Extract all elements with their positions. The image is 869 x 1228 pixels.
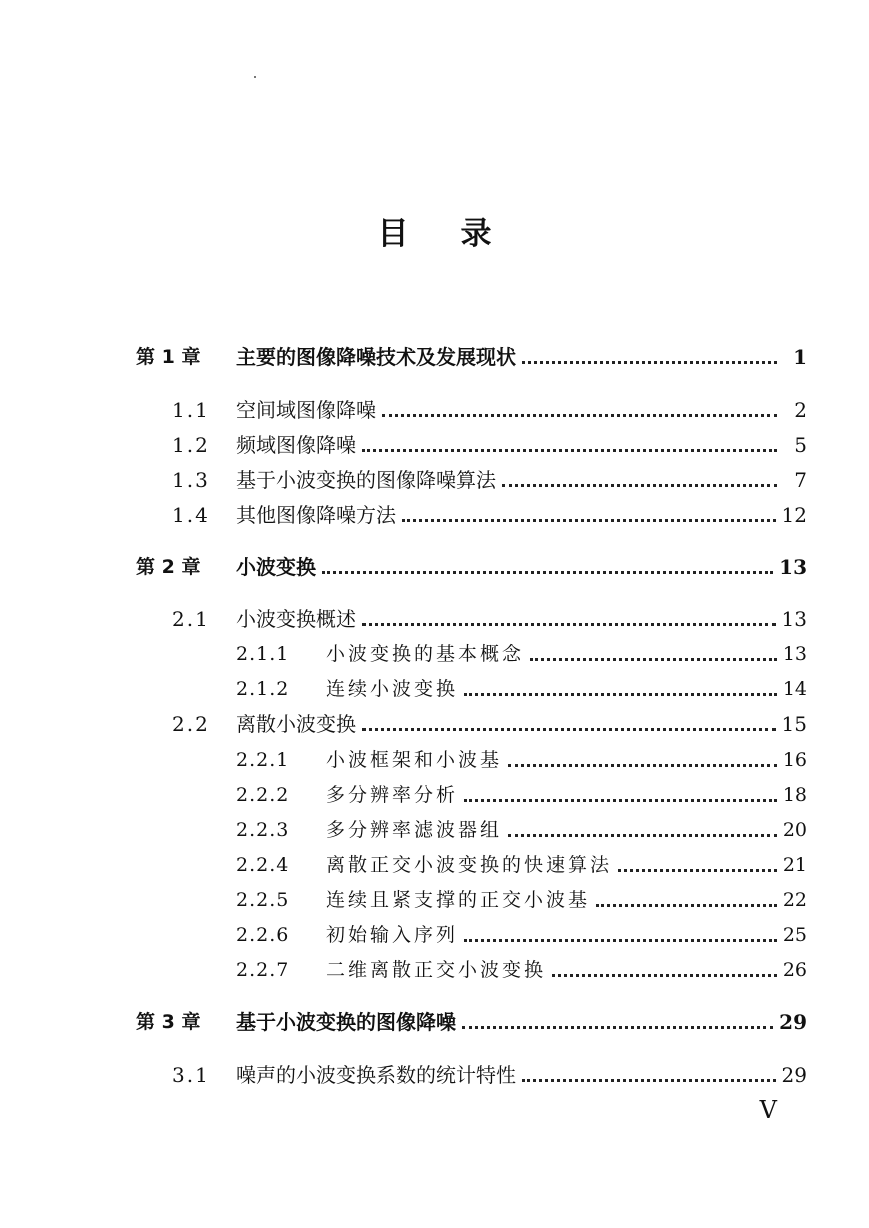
toc-label: 频域图像降噪 bbox=[236, 433, 356, 457]
toc-section-entry bbox=[172, 498, 807, 528]
toc-chapter-entry bbox=[136, 1005, 807, 1035]
toc-subsection-entry bbox=[236, 778, 807, 808]
toc-page-number: 2 bbox=[794, 398, 807, 422]
toc-label: 连续小波变换 bbox=[326, 678, 459, 700]
toc-number: 2.1 bbox=[172, 607, 210, 631]
dot-leader bbox=[552, 974, 777, 977]
dot-leader bbox=[362, 728, 776, 731]
dot-leader bbox=[522, 1079, 776, 1082]
toc-label: 小波变换 bbox=[236, 555, 316, 579]
toc-subsection-entry bbox=[236, 813, 807, 843]
page-folio: V bbox=[759, 1096, 777, 1124]
toc-number: 3.1 bbox=[172, 1063, 210, 1087]
dot-leader bbox=[362, 449, 777, 452]
toc-page-number: 18 bbox=[782, 784, 807, 806]
toc-label: 空间域图像降噪 bbox=[236, 398, 376, 422]
toc-section-entry bbox=[172, 463, 807, 493]
page-title bbox=[0, 208, 869, 253]
toc-label: 离散小波变换 bbox=[236, 712, 356, 736]
dot-leader bbox=[322, 571, 773, 574]
toc-number: 第 1 章 bbox=[136, 346, 201, 368]
toc-label: 离散正交小波变换的快速算法 bbox=[326, 854, 613, 876]
toc-number: 1.4 bbox=[172, 503, 210, 527]
toc-label: 基于小波变换的图像降噪算法 bbox=[236, 468, 496, 492]
toc-label: 噪声的小波变换系数的统计特性 bbox=[236, 1063, 516, 1087]
toc-label: 多分辨率分析 bbox=[326, 784, 459, 806]
toc-label: 小波框架和小波基 bbox=[326, 749, 503, 771]
toc-number: 2.2.3 bbox=[236, 819, 290, 841]
toc-number: 第 2 章 bbox=[136, 556, 201, 578]
toc-chapter-entry bbox=[136, 550, 807, 580]
dot-leader bbox=[382, 414, 777, 417]
toc-label: 基于小波变换的图像降噪 bbox=[236, 1010, 456, 1034]
toc-number: 2.2.5 bbox=[236, 889, 290, 911]
toc-subsection-entry bbox=[236, 883, 807, 913]
toc-number: 2.2.2 bbox=[236, 784, 290, 806]
dot-leader bbox=[522, 361, 777, 364]
toc-number: 第 3 章 bbox=[136, 1011, 201, 1033]
toc-number: 2.1.1 bbox=[236, 643, 290, 665]
toc-page-number: 12 bbox=[781, 503, 807, 527]
toc-label: 小波变换概述 bbox=[236, 607, 356, 631]
toc-label: 初始输入序列 bbox=[326, 924, 459, 946]
toc-label: 连续且紧支撑的正交小波基 bbox=[326, 889, 591, 911]
toc-page-number: 20 bbox=[782, 819, 807, 841]
toc-label: 其他图像降噪方法 bbox=[236, 503, 396, 527]
dot-leader bbox=[464, 693, 777, 696]
dot-leader bbox=[618, 869, 777, 872]
toc-page-number: 25 bbox=[782, 924, 807, 946]
toc-label: 小波变换的基本概念 bbox=[326, 643, 525, 665]
toc-chapter-entry bbox=[136, 340, 807, 370]
dot-leader bbox=[508, 764, 777, 767]
toc-page-number: 1 bbox=[793, 345, 807, 369]
toc-subsection-entry bbox=[236, 918, 807, 948]
toc-page-number: 21 bbox=[782, 854, 807, 876]
dot-leader bbox=[464, 799, 777, 802]
toc-number: 1.1 bbox=[172, 398, 210, 422]
toc-page-number: 15 bbox=[781, 712, 807, 736]
dot-leader bbox=[402, 519, 776, 522]
dot-leader bbox=[596, 904, 777, 907]
toc-section-entry bbox=[172, 707, 807, 737]
dot-leader bbox=[362, 623, 776, 626]
toc-number: 2.2.1 bbox=[236, 749, 290, 771]
toc-page-number: 16 bbox=[782, 749, 807, 771]
toc-subsection-entry bbox=[236, 848, 807, 878]
toc-number: 1.2 bbox=[172, 433, 210, 457]
toc-page-number: 26 bbox=[782, 959, 807, 981]
toc-subsection-entry bbox=[236, 637, 807, 667]
toc-subsection-entry bbox=[236, 743, 807, 773]
toc-subsection-entry bbox=[236, 953, 807, 983]
toc-label: 多分辨率滤波器组 bbox=[326, 819, 503, 841]
toc-page-number: 13 bbox=[779, 555, 807, 579]
toc-page-number: 13 bbox=[782, 643, 807, 665]
title-char-2: 录 bbox=[460, 216, 492, 252]
toc-section-entry bbox=[172, 602, 807, 632]
dot-leader bbox=[502, 484, 777, 487]
toc-page-number: 13 bbox=[781, 607, 807, 631]
toc-number: 1.3 bbox=[172, 468, 210, 492]
toc-page-number: 14 bbox=[782, 678, 807, 700]
toc-number: 2.2.7 bbox=[236, 959, 290, 981]
toc-page-number: 29 bbox=[781, 1063, 807, 1087]
toc-number: 2.2 bbox=[172, 712, 210, 736]
dot-leader bbox=[462, 1026, 773, 1029]
toc-label: 主要的图像降噪技术及发展现状 bbox=[236, 345, 516, 369]
toc-section-entry bbox=[172, 393, 807, 423]
toc-page-number: 29 bbox=[779, 1010, 807, 1034]
toc-section-entry bbox=[172, 1058, 807, 1088]
toc-number: 2.1.2 bbox=[236, 678, 290, 700]
dot-leader bbox=[464, 939, 777, 942]
toc-number: 2.2.6 bbox=[236, 924, 290, 946]
toc-number: 2.2.4 bbox=[236, 854, 290, 876]
scan-speck bbox=[254, 76, 256, 78]
toc-page-number: 5 bbox=[794, 433, 807, 457]
toc-label: 二维离散正交小波变换 bbox=[326, 959, 547, 981]
dot-leader bbox=[508, 834, 777, 837]
toc-section-entry bbox=[172, 428, 807, 458]
toc-page-number: 22 bbox=[782, 889, 807, 911]
toc-page-number: 7 bbox=[794, 468, 807, 492]
dot-leader bbox=[530, 658, 777, 661]
title-char-1: 目 bbox=[377, 216, 409, 252]
toc-subsection-entry bbox=[236, 672, 807, 702]
